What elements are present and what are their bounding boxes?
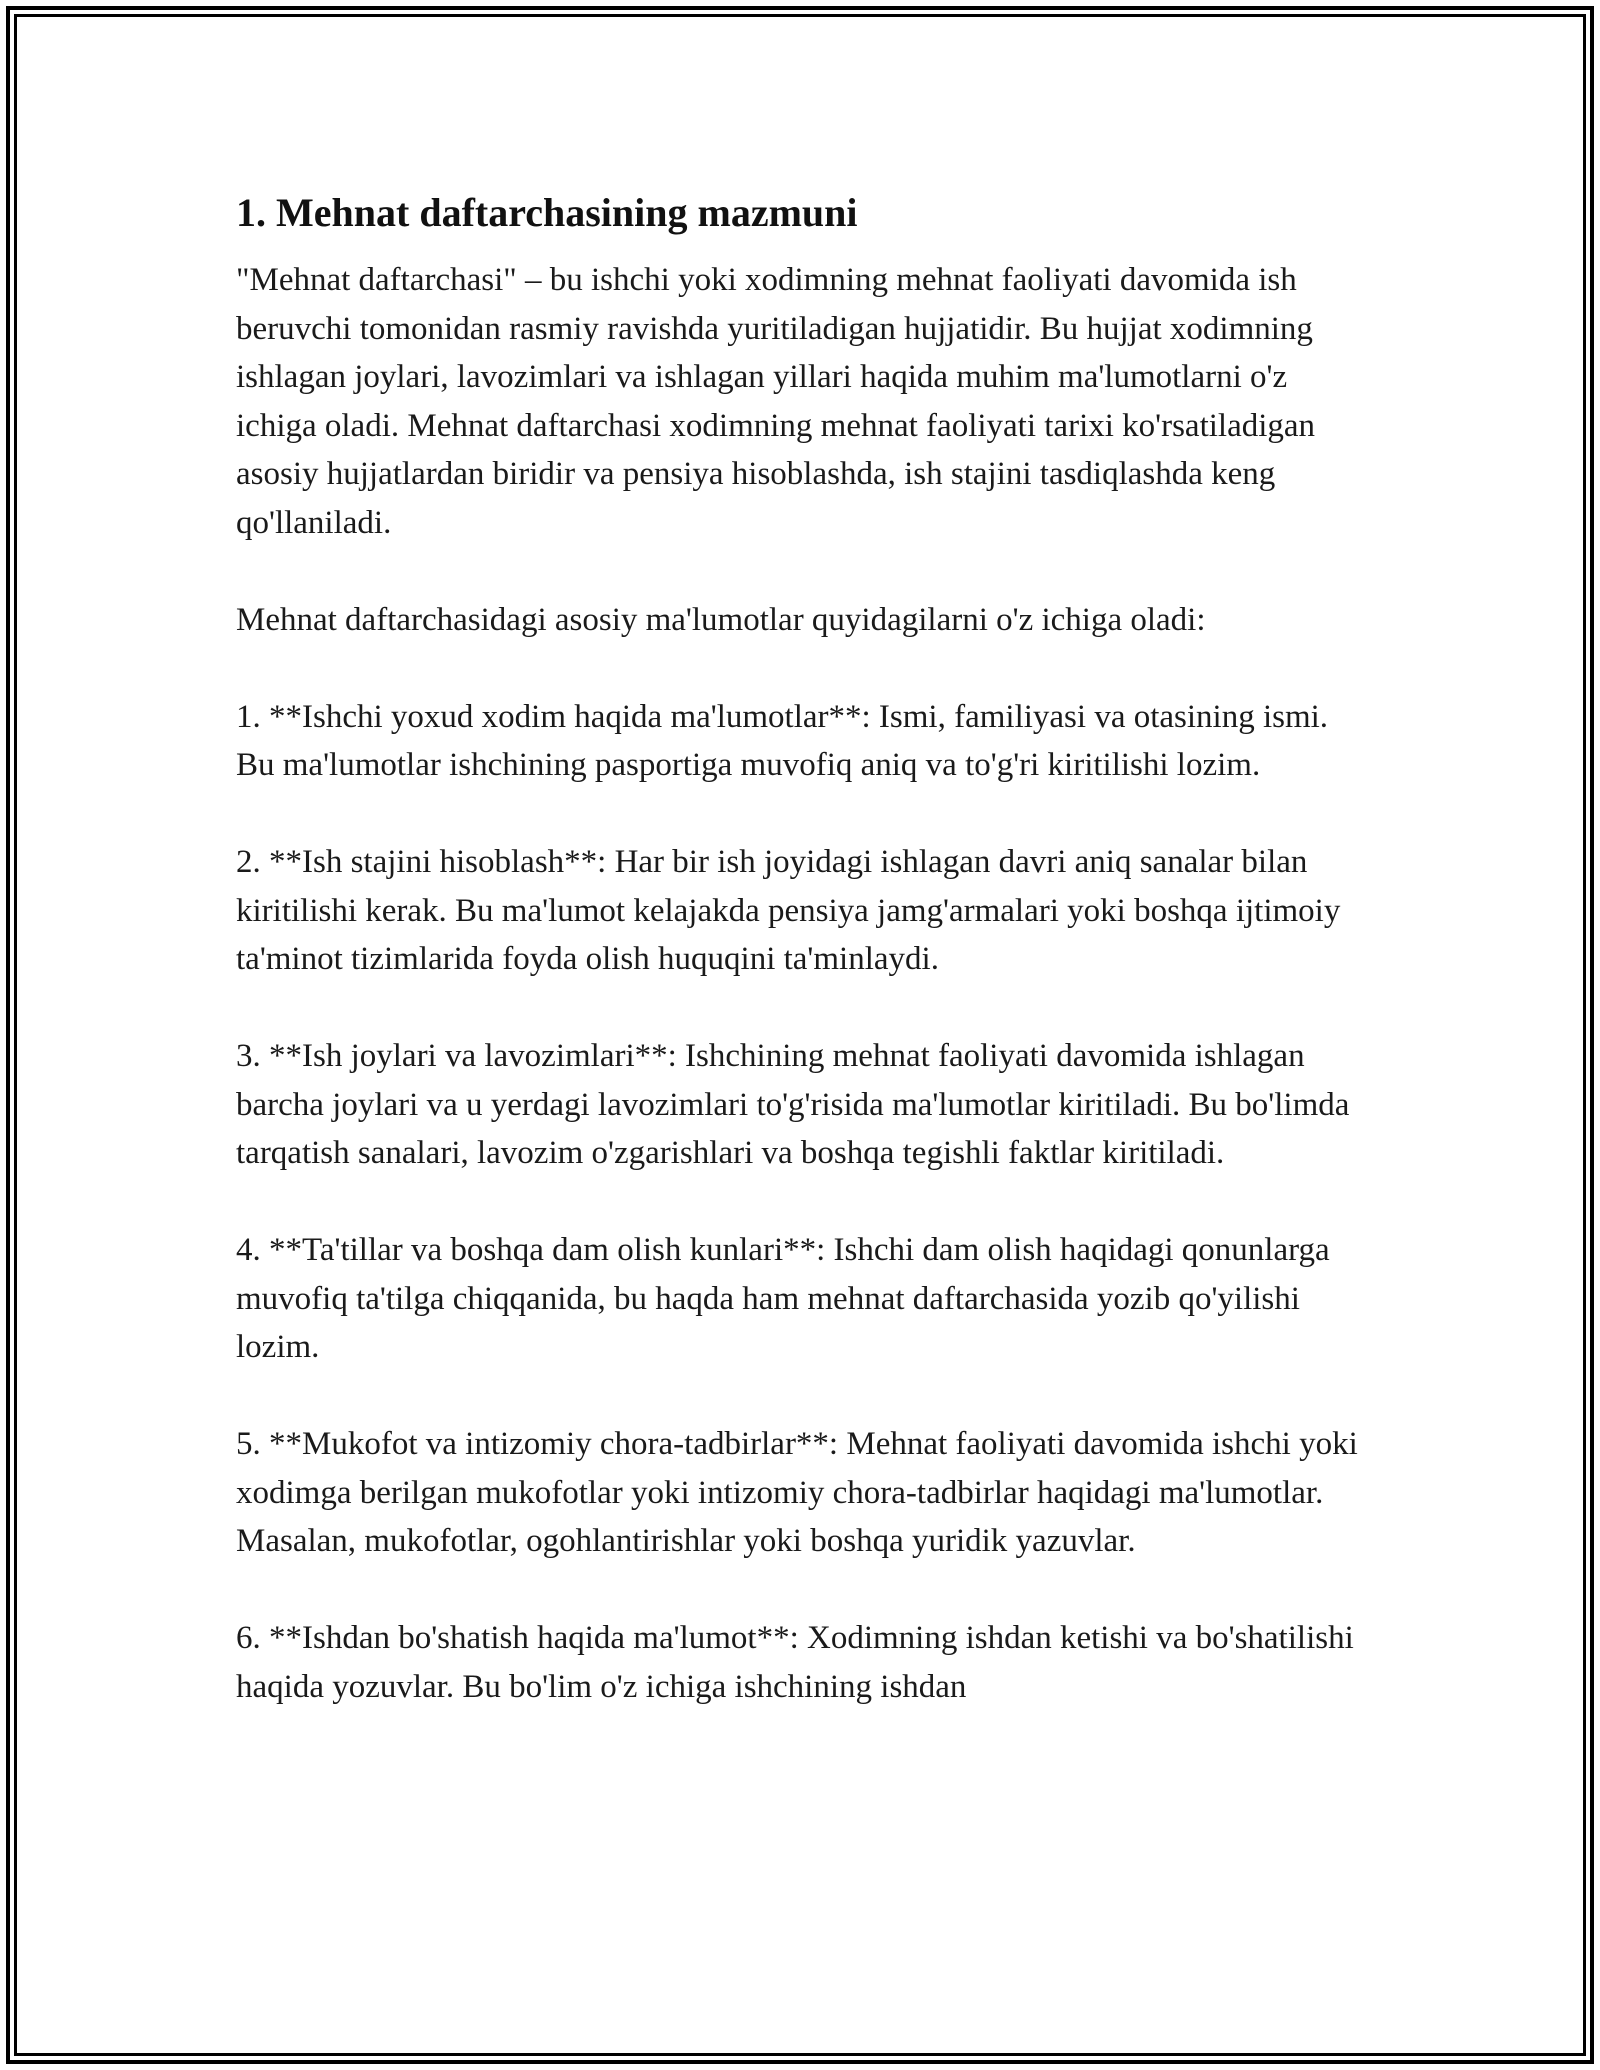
list-item-5: 5. **Mukofot va intizomiy chora-tadbirlar**: Mehnat faoliyati davomida ishchi yoki xodimga berilgan mukofotlar yoki intizomiy chora-tadbirlar haqidagi ma'lumotlar. Masalan, mukofotlar, ogohlantirishlar yoki boshqa yuridik yazuvlar. [236,1426,1358,1559]
paragraph-intro: "Mehnat daftarchasi" – bu ishchi yoki xodimning mehnat faoliyati davomida ish beruvchi tomonidan rasmiy ravishda yuritiladigan hujjatidir. Bu hujjat xodimning ishlagan joylari, lavozimlari va ishlagan yillari haqida muhim ma'lumotlarni o'z ichiga oladi. Mehnat daftarchasi xodimning mehnat faoliyati tarixi ko'rsatiladigan asosiy hujjatlardan biridir va pensiya hisoblashda, ish stajini tasdiqlashda keng qo'llaniladi. [236,262,1316,541]
list-item-4: 4. **Ta'tillar va boshqa dam olish kunlari**: Ishchi dam olish haqidagi qonunlarga muvofiq ta'tilga chiqqanida, bu haqda ham mehnat daftarchasida yozib qo'yilishi lozim. [236,1232,1330,1365]
list-item-1: 1. **Ishchi yoxud xodim haqida ma'lumotlar**: Ismi, familiyasi va otasining ismi. Bu ma'lumotlar ishchining pasportiga muvofiq aniq va to'g'ri kiritilishi lozim. [236,698,1329,783]
document-title: 1. Mehnat daftarchasining mazmuni [236,190,858,235]
list-item-3: 3. **Ish joylari va lavozimlari**: Ishchining mehnat faoliyati davomida ishlagan barcha joylari va u yerdagi lavozimlari to'g'risida ma'lumotlar kiritiladi. Bu bo'limda tarqatish sanalari, lavozim o'zgarishlari va boshqa tegishli faktlar kiritiladi. [236,1038,1350,1171]
document-body [236,186,1366,1711]
list-item-6: 6. **Ishdan bo'shatish haqida ma'lumot**: Xodimning ishdan ketishi va bo'shatilishi haqida yozuvlar. Bu bo'lim o'z ichiga ishchining ishdan [236,1620,1354,1705]
paragraph-list-intro: Mehnat daftarchasidagi asosiy ma'lumotlar quyidagilarni o'z ichiga oladi: [236,601,1206,638]
list-item-2: 2. **Ish stajini hisoblash**: Har bir ish joyidagi ishlagan davri aniq sanalar bilan kiritilishi kerak. Bu ma'lumot kelajakda pensiya jamg'armalari yoki boshqa ijtimoiy ta'minot tizimlarida foyda olish huquqini ta'minlaydi. [236,844,1341,977]
